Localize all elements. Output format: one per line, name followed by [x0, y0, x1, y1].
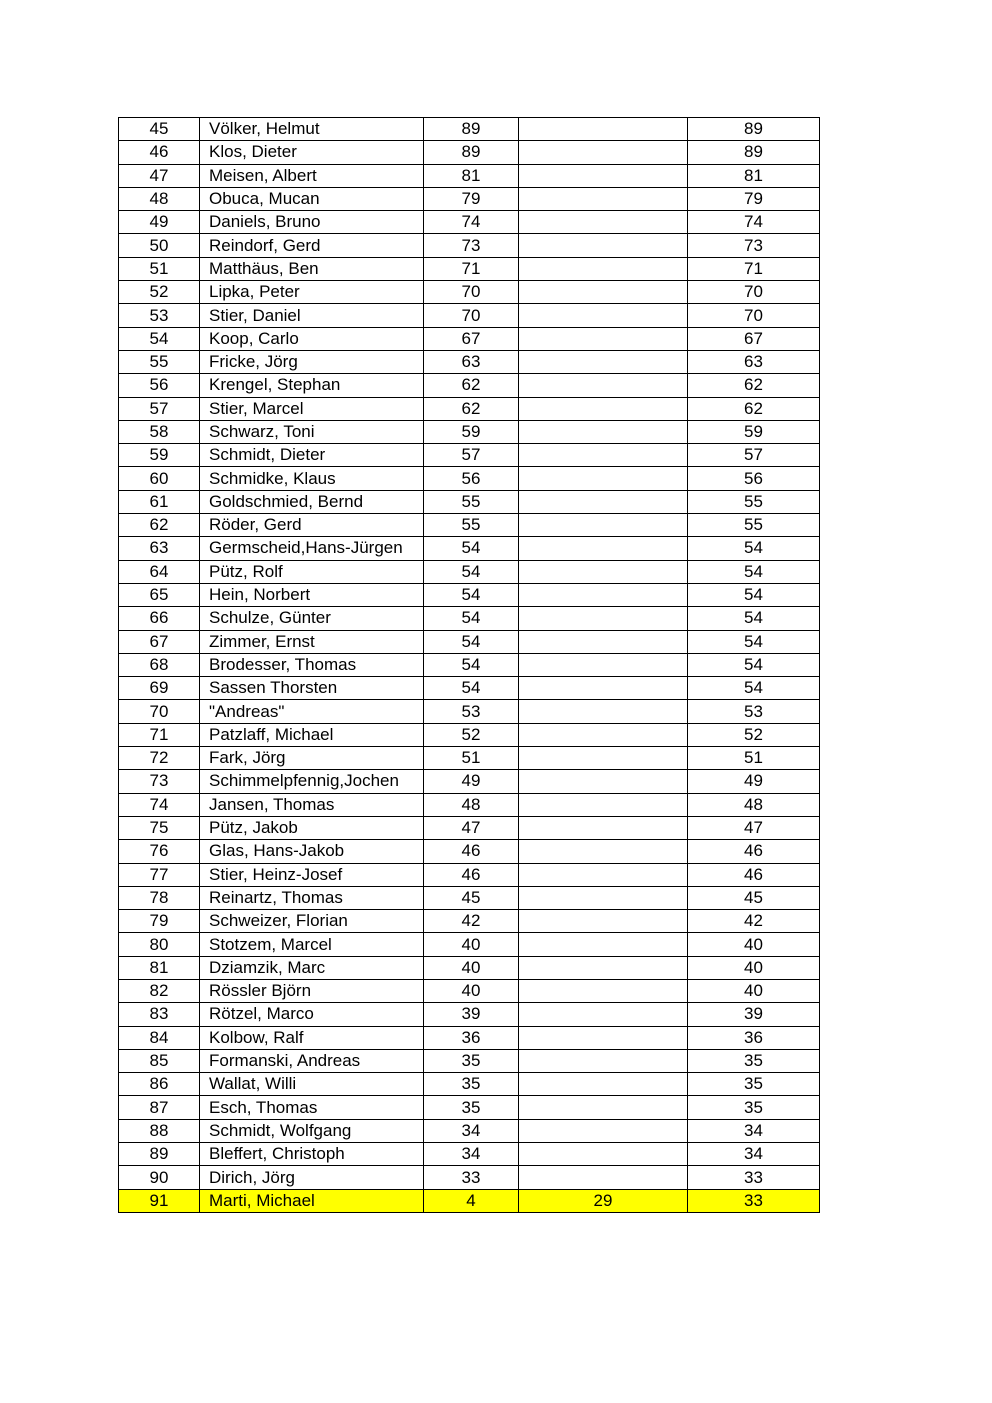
- player-name-cell: Brodesser, Thomas: [200, 653, 424, 676]
- player-name-cell: Schmidt, Dieter: [200, 444, 424, 467]
- rank-cell: 56: [119, 374, 200, 397]
- total-points-cell: 46: [688, 863, 820, 886]
- player-name-cell: Schmidke, Klaus: [200, 467, 424, 490]
- points-1-cell: 54: [424, 653, 519, 676]
- points-2-cell: [519, 747, 688, 770]
- rank-cell: 61: [119, 490, 200, 513]
- rank-cell: 76: [119, 840, 200, 863]
- rank-cell: 58: [119, 420, 200, 443]
- total-points-cell: 73: [688, 234, 820, 257]
- results-sheet: [118, 117, 820, 1213]
- points-2-cell: [519, 1119, 688, 1142]
- total-points-cell: 71: [688, 257, 820, 280]
- table-row: [119, 1003, 820, 1026]
- rank-cell: 85: [119, 1049, 200, 1072]
- rank-cell: 62: [119, 514, 200, 537]
- player-name-cell: Esch, Thomas: [200, 1096, 424, 1119]
- total-points-cell: 45: [688, 886, 820, 909]
- points-1-cell: 59: [424, 420, 519, 443]
- total-points-cell: 40: [688, 979, 820, 1002]
- player-name-cell: Rötzel, Marco: [200, 1003, 424, 1026]
- table-row: [119, 537, 820, 560]
- total-points-cell: 70: [688, 304, 820, 327]
- points-1-cell: 46: [424, 840, 519, 863]
- points-1-cell: 45: [424, 886, 519, 909]
- table-row: [119, 1073, 820, 1096]
- rank-cell: 65: [119, 583, 200, 606]
- player-name-cell: Stier, Daniel: [200, 304, 424, 327]
- rank-cell: 50: [119, 234, 200, 257]
- rank-cell: 78: [119, 886, 200, 909]
- points-2-cell: [519, 1166, 688, 1189]
- points-1-cell: 54: [424, 677, 519, 700]
- table-row: [119, 211, 820, 234]
- points-1-cell: 56: [424, 467, 519, 490]
- rank-cell: 74: [119, 793, 200, 816]
- points-2-cell: [519, 397, 688, 420]
- table-row: [119, 979, 820, 1002]
- rank-cell: 60: [119, 467, 200, 490]
- player-name-cell: Glas, Hans-Jakob: [200, 840, 424, 863]
- points-2-cell: [519, 444, 688, 467]
- points-1-cell: 89: [424, 141, 519, 164]
- rank-cell: 80: [119, 933, 200, 956]
- points-1-cell: 54: [424, 560, 519, 583]
- rank-cell: 49: [119, 211, 200, 234]
- total-points-cell: 48: [688, 793, 820, 816]
- points-2-cell: [519, 979, 688, 1002]
- rank-cell: 91: [119, 1189, 200, 1212]
- total-points-cell: 53: [688, 700, 820, 723]
- player-name-cell: Sassen Thorsten: [200, 677, 424, 700]
- rank-cell: 90: [119, 1166, 200, 1189]
- points-2-cell: [519, 490, 688, 513]
- player-name-cell: Bleffert, Christoph: [200, 1143, 424, 1166]
- points-2-cell: [519, 234, 688, 257]
- total-points-cell: 35: [688, 1073, 820, 1096]
- table-row: [119, 141, 820, 164]
- player-name-cell: Reindorf, Gerd: [200, 234, 424, 257]
- total-points-cell: 34: [688, 1143, 820, 1166]
- player-name-cell: Schweizer, Florian: [200, 910, 424, 933]
- points-1-cell: 62: [424, 374, 519, 397]
- total-points-cell: 89: [688, 141, 820, 164]
- points-1-cell: 40: [424, 933, 519, 956]
- points-2-cell: [519, 118, 688, 141]
- points-2-cell: [519, 816, 688, 839]
- total-points-cell: 33: [688, 1166, 820, 1189]
- points-1-cell: 55: [424, 514, 519, 537]
- results-table-body: [119, 118, 820, 1213]
- rank-cell: 53: [119, 304, 200, 327]
- total-points-cell: 89: [688, 118, 820, 141]
- table-row: [119, 187, 820, 210]
- rank-cell: 73: [119, 770, 200, 793]
- points-1-cell: 71: [424, 257, 519, 280]
- table-row: [119, 910, 820, 933]
- rank-cell: 88: [119, 1119, 200, 1142]
- rank-cell: 59: [119, 444, 200, 467]
- table-row: [119, 281, 820, 304]
- points-1-cell: 51: [424, 747, 519, 770]
- total-points-cell: 51: [688, 747, 820, 770]
- rank-cell: 72: [119, 747, 200, 770]
- rank-cell: 86: [119, 1073, 200, 1096]
- player-name-cell: Goldschmied, Bernd: [200, 490, 424, 513]
- table-row: [119, 1119, 820, 1142]
- table-row: [119, 886, 820, 909]
- points-2-cell: [519, 863, 688, 886]
- total-points-cell: 35: [688, 1096, 820, 1119]
- table-row: [119, 444, 820, 467]
- table-row: [119, 933, 820, 956]
- rank-cell: 81: [119, 956, 200, 979]
- table-row: [119, 374, 820, 397]
- points-2-cell: [519, 257, 688, 280]
- player-name-cell: "Andreas": [200, 700, 424, 723]
- player-name-cell: Pütz, Rolf: [200, 560, 424, 583]
- total-points-cell: 55: [688, 490, 820, 513]
- points-2-cell: [519, 211, 688, 234]
- table-row: [119, 630, 820, 653]
- points-1-cell: 42: [424, 910, 519, 933]
- table-row: [119, 304, 820, 327]
- points-2-cell: [519, 910, 688, 933]
- total-points-cell: 36: [688, 1026, 820, 1049]
- player-name-cell: Klos, Dieter: [200, 141, 424, 164]
- table-row: [119, 1049, 820, 1072]
- points-2-cell: [519, 933, 688, 956]
- points-1-cell: 40: [424, 979, 519, 1002]
- total-points-cell: 81: [688, 164, 820, 187]
- rank-cell: 83: [119, 1003, 200, 1026]
- player-name-cell: Wallat, Willi: [200, 1073, 424, 1096]
- points-1-cell: 39: [424, 1003, 519, 1026]
- player-name-cell: Völker, Helmut: [200, 118, 424, 141]
- points-2-cell: [519, 350, 688, 373]
- points-2-cell: [519, 840, 688, 863]
- table-row: [119, 1143, 820, 1166]
- results-table: [118, 117, 820, 1213]
- rank-cell: 52: [119, 281, 200, 304]
- points-2-cell: [519, 420, 688, 443]
- rank-cell: 46: [119, 141, 200, 164]
- player-name-cell: Jansen, Thomas: [200, 793, 424, 816]
- points-2-cell: [519, 187, 688, 210]
- table-row: [119, 793, 820, 816]
- points-2-cell: [519, 886, 688, 909]
- table-row: [119, 653, 820, 676]
- player-name-cell: Formanski, Andreas: [200, 1049, 424, 1072]
- rank-cell: 69: [119, 677, 200, 700]
- total-points-cell: 39: [688, 1003, 820, 1026]
- rank-cell: 48: [119, 187, 200, 210]
- points-2-cell: [519, 560, 688, 583]
- points-2-cell: [519, 1003, 688, 1026]
- table-row: [119, 816, 820, 839]
- player-name-cell: Fricke, Jörg: [200, 350, 424, 373]
- points-1-cell: 73: [424, 234, 519, 257]
- player-name-cell: Stier, Marcel: [200, 397, 424, 420]
- points-2-cell: [519, 653, 688, 676]
- table-row-highlighted: [119, 1189, 820, 1212]
- total-points-cell: 35: [688, 1049, 820, 1072]
- rank-cell: 82: [119, 979, 200, 1002]
- player-name-cell: Fark, Jörg: [200, 747, 424, 770]
- total-points-cell: 54: [688, 607, 820, 630]
- total-points-cell: 54: [688, 583, 820, 606]
- player-name-cell: Rössler Björn: [200, 979, 424, 1002]
- points-1-cell: 35: [424, 1073, 519, 1096]
- rank-cell: 63: [119, 537, 200, 560]
- points-1-cell: 57: [424, 444, 519, 467]
- table-row: [119, 677, 820, 700]
- player-name-cell: Schulze, Günter: [200, 607, 424, 630]
- points-1-cell: 74: [424, 211, 519, 234]
- table-row: [119, 747, 820, 770]
- player-name-cell: Schimmelpfennig,Jochen: [200, 770, 424, 793]
- points-1-cell: 34: [424, 1143, 519, 1166]
- points-1-cell: 49: [424, 770, 519, 793]
- points-2-cell: [519, 1073, 688, 1096]
- player-name-cell: Kolbow, Ralf: [200, 1026, 424, 1049]
- table-row: [119, 467, 820, 490]
- player-name-cell: Röder, Gerd: [200, 514, 424, 537]
- total-points-cell: 62: [688, 397, 820, 420]
- rank-cell: 70: [119, 700, 200, 723]
- table-row: [119, 490, 820, 513]
- points-2-cell: [519, 1096, 688, 1119]
- points-1-cell: 70: [424, 304, 519, 327]
- table-row: [119, 583, 820, 606]
- points-2-cell: [519, 793, 688, 816]
- points-1-cell: 79: [424, 187, 519, 210]
- table-row: [119, 863, 820, 886]
- points-1-cell: 62: [424, 397, 519, 420]
- points-1-cell: 67: [424, 327, 519, 350]
- points-2-cell: [519, 630, 688, 653]
- total-points-cell: 33: [688, 1189, 820, 1212]
- total-points-cell: 47: [688, 816, 820, 839]
- points-1-cell: 54: [424, 630, 519, 653]
- points-1-cell: 70: [424, 281, 519, 304]
- points-1-cell: 52: [424, 723, 519, 746]
- rank-cell: 68: [119, 653, 200, 676]
- points-2-cell: [519, 281, 688, 304]
- table-row: [119, 118, 820, 141]
- points-2-cell: [519, 956, 688, 979]
- rank-cell: 66: [119, 607, 200, 630]
- player-name-cell: Schmidt, Wolfgang: [200, 1119, 424, 1142]
- player-name-cell: Zimmer, Ernst: [200, 630, 424, 653]
- total-points-cell: 40: [688, 933, 820, 956]
- total-points-cell: 55: [688, 514, 820, 537]
- points-2-cell: [519, 677, 688, 700]
- total-points-cell: 54: [688, 537, 820, 560]
- points-1-cell: 55: [424, 490, 519, 513]
- player-name-cell: Germscheid,Hans-Jürgen: [200, 537, 424, 560]
- points-2-cell: [519, 1049, 688, 1072]
- player-name-cell: Patzlaff, Michael: [200, 723, 424, 746]
- player-name-cell: Meisen, Albert: [200, 164, 424, 187]
- player-name-cell: Dziamzik, Marc: [200, 956, 424, 979]
- total-points-cell: 74: [688, 211, 820, 234]
- table-row: [119, 723, 820, 746]
- rank-cell: 51: [119, 257, 200, 280]
- points-1-cell: 35: [424, 1049, 519, 1072]
- points-2-cell: [519, 583, 688, 606]
- total-points-cell: 70: [688, 281, 820, 304]
- table-row: [119, 607, 820, 630]
- player-name-cell: Pütz, Jakob: [200, 816, 424, 839]
- points-2-cell: [519, 537, 688, 560]
- table-row: [119, 770, 820, 793]
- rank-cell: 64: [119, 560, 200, 583]
- points-1-cell: 54: [424, 607, 519, 630]
- points-1-cell: 36: [424, 1026, 519, 1049]
- total-points-cell: 63: [688, 350, 820, 373]
- rank-cell: 84: [119, 1026, 200, 1049]
- table-row: [119, 420, 820, 443]
- rank-cell: 67: [119, 630, 200, 653]
- points-2-cell: [519, 607, 688, 630]
- total-points-cell: 54: [688, 677, 820, 700]
- points-2-cell: [519, 723, 688, 746]
- table-row: [119, 1096, 820, 1119]
- total-points-cell: 52: [688, 723, 820, 746]
- table-row: [119, 327, 820, 350]
- total-points-cell: 54: [688, 560, 820, 583]
- player-name-cell: Hein, Norbert: [200, 583, 424, 606]
- player-name-cell: Krengel, Stephan: [200, 374, 424, 397]
- total-points-cell: 54: [688, 630, 820, 653]
- table-row: [119, 956, 820, 979]
- points-1-cell: 35: [424, 1096, 519, 1119]
- player-name-cell: Schwarz, Toni: [200, 420, 424, 443]
- player-name-cell: Stier, Heinz-Josef: [200, 863, 424, 886]
- table-row: [119, 560, 820, 583]
- player-name-cell: Stotzem, Marcel: [200, 933, 424, 956]
- points-2-cell: 29: [519, 1189, 688, 1212]
- points-1-cell: 47: [424, 816, 519, 839]
- points-1-cell: 54: [424, 537, 519, 560]
- points-1-cell: 4: [424, 1189, 519, 1212]
- total-points-cell: 40: [688, 956, 820, 979]
- points-2-cell: [519, 1143, 688, 1166]
- rank-cell: 77: [119, 863, 200, 886]
- points-1-cell: 53: [424, 700, 519, 723]
- table-row: [119, 234, 820, 257]
- table-row: [119, 164, 820, 187]
- table-row: [119, 257, 820, 280]
- points-1-cell: 63: [424, 350, 519, 373]
- rank-cell: 57: [119, 397, 200, 420]
- points-2-cell: [519, 467, 688, 490]
- table-row: [119, 397, 820, 420]
- total-points-cell: 42: [688, 910, 820, 933]
- points-1-cell: 40: [424, 956, 519, 979]
- points-1-cell: 33: [424, 1166, 519, 1189]
- table-row: [119, 1026, 820, 1049]
- player-name-cell: Dirich, Jörg: [200, 1166, 424, 1189]
- points-2-cell: [519, 304, 688, 327]
- rank-cell: 79: [119, 910, 200, 933]
- points-2-cell: [519, 770, 688, 793]
- player-name-cell: Koop, Carlo: [200, 327, 424, 350]
- total-points-cell: 54: [688, 653, 820, 676]
- rank-cell: 54: [119, 327, 200, 350]
- rank-cell: 45: [119, 118, 200, 141]
- table-row: [119, 350, 820, 373]
- points-1-cell: 54: [424, 583, 519, 606]
- player-name-cell: Marti, Michael: [200, 1189, 424, 1212]
- points-1-cell: 81: [424, 164, 519, 187]
- total-points-cell: 79: [688, 187, 820, 210]
- player-name-cell: Matthäus, Ben: [200, 257, 424, 280]
- total-points-cell: 56: [688, 467, 820, 490]
- points-2-cell: [519, 1026, 688, 1049]
- points-2-cell: [519, 141, 688, 164]
- rank-cell: 89: [119, 1143, 200, 1166]
- table-row: [119, 700, 820, 723]
- total-points-cell: 46: [688, 840, 820, 863]
- rank-cell: 47: [119, 164, 200, 187]
- points-1-cell: 89: [424, 118, 519, 141]
- points-2-cell: [519, 327, 688, 350]
- points-2-cell: [519, 374, 688, 397]
- total-points-cell: 49: [688, 770, 820, 793]
- rank-cell: 75: [119, 816, 200, 839]
- player-name-cell: Reinartz, Thomas: [200, 886, 424, 909]
- points-1-cell: 34: [424, 1119, 519, 1142]
- player-name-cell: Lipka, Peter: [200, 281, 424, 304]
- player-name-cell: Obuca, Mucan: [200, 187, 424, 210]
- rank-cell: 71: [119, 723, 200, 746]
- rank-cell: 55: [119, 350, 200, 373]
- table-row: [119, 514, 820, 537]
- total-points-cell: 34: [688, 1119, 820, 1142]
- table-row: [119, 1166, 820, 1189]
- total-points-cell: 57: [688, 444, 820, 467]
- points-1-cell: 46: [424, 863, 519, 886]
- total-points-cell: 67: [688, 327, 820, 350]
- total-points-cell: 62: [688, 374, 820, 397]
- points-1-cell: 48: [424, 793, 519, 816]
- rank-cell: 87: [119, 1096, 200, 1119]
- points-2-cell: [519, 514, 688, 537]
- player-name-cell: Daniels, Bruno: [200, 211, 424, 234]
- table-row: [119, 840, 820, 863]
- total-points-cell: 59: [688, 420, 820, 443]
- points-2-cell: [519, 700, 688, 723]
- points-2-cell: [519, 164, 688, 187]
